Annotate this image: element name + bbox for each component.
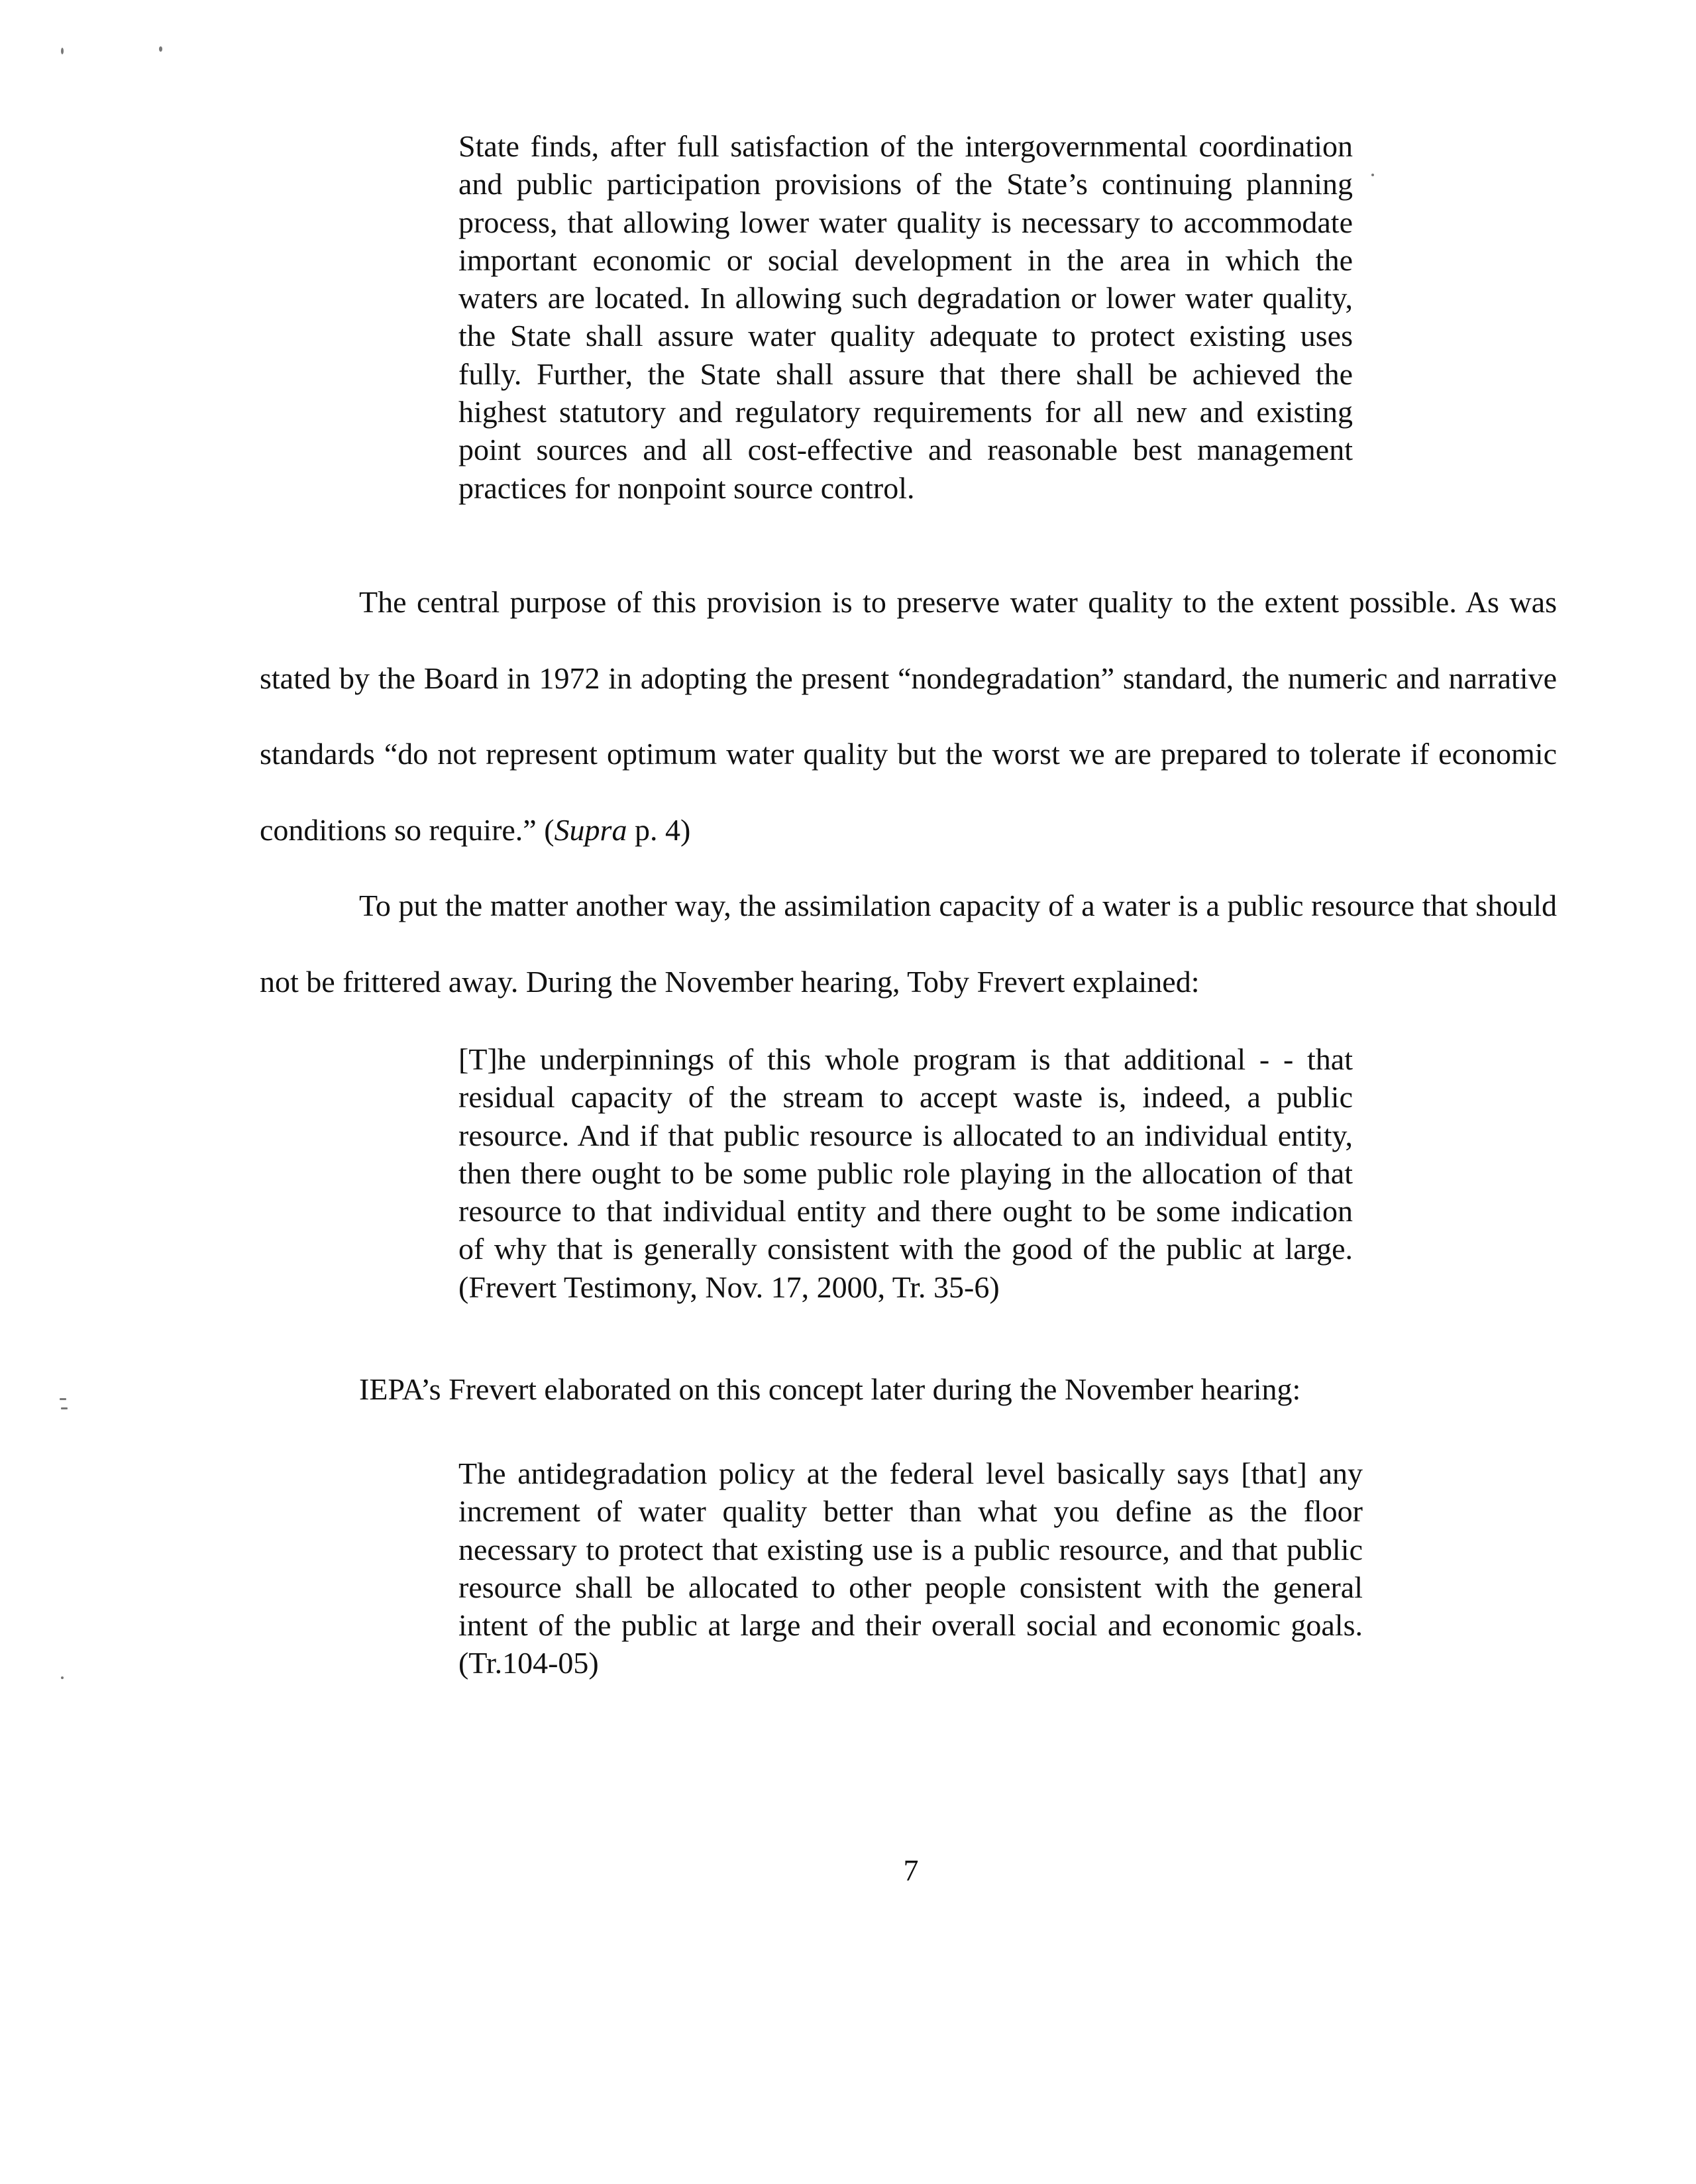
block-quote-frevert-testimony: [T]he underpinnings of this whole program is that additional - - that residual capacity of the stream to accept waste is, indeed, a public resource. And if that public resource is allocated to an individual entity, then there ought to be some public role playing in the allocation of that resource to that individual entity and there ought to be some indication of why that is generally consistent with the good of the public at large. (Frevert Testimony, Nov. 17, 2000, Tr. 35-6) <box>458 1042 1353 1304</box>
scan-speck <box>61 1676 64 1679</box>
paragraph-iepa-frevert: IEPA’s Frevert elaborated on this concept later during the November hearing: <box>359 1372 1301 1406</box>
scan-speck <box>159 46 162 52</box>
citation-page: p. 4) <box>627 812 691 847</box>
paragraph-assimilation-capacity: To put the matter another way, the assimilation capacity of a water is a public resource that should not be frittered away. During the November hearing, Toby Frevert explained: <box>260 889 1557 999</box>
paragraph-central-purpose <box>260 565 1557 868</box>
scan-speck <box>61 48 64 54</box>
scan-speck <box>61 1407 68 1409</box>
scan-speck <box>60 1398 66 1400</box>
block-quote-regulation: State finds, after full satisfaction of the intergovernmental coordination and public participation provisions of the State’s continuing planning process, that allowing lower water quality is necessary to accommodate important economic or social development in the area in which the waters are located. In allowing such degradation or lower water quality, the State shall assure water quality adequate to protect existing uses fully. Further, the State shall assure that there shall be achieved the highest statutory and regulatory requirements for all new and existing point sources and all cost-effective and reasonable best management practices for nonpoint source control. <box>458 129 1353 505</box>
page-number: 7 <box>903 1853 919 1887</box>
scan-speck <box>1371 174 1374 176</box>
block-quote-antidegradation: The antidegradation policy at the federal level basically says [that] any increment of water quality better than what you define as the floor necessary to protect that existing use is a public resource, and that public resource shall be allocated to other people consistent with the general intent of the public at large and their overall social and economic goals. (Tr.104-05) <box>458 1456 1363 1680</box>
paragraph-text: The central purpose of this provision is to preserve water quality to the extent possible. As was stated by the Board in 1972 in adopting the present “nondegradation” standard, the numeric and narrative standards “do not represent optimum water quality but the worst we are prepared to tolerate if economic conditions so require.” ( <box>260 585 1557 847</box>
citation-supra: Supra <box>554 812 627 847</box>
